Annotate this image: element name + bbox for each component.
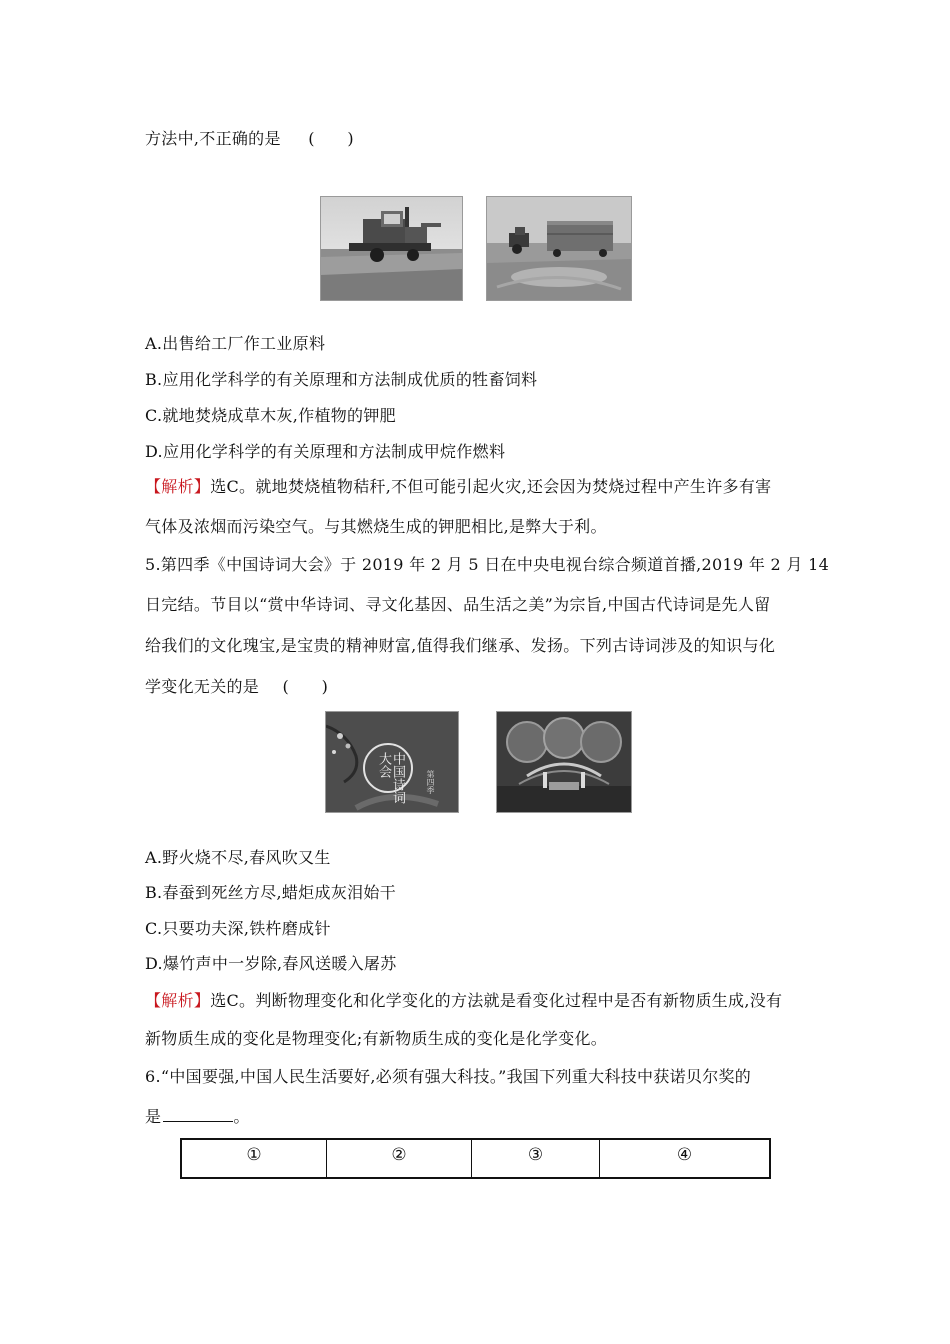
- q6-stem-prefix: 是: [145, 1107, 162, 1126]
- table-cell-4: ④: [600, 1139, 771, 1178]
- q5-analysis-line-2: 新物质生成的变化是物理变化;有新物质生成的变化是化学变化。: [145, 1029, 608, 1048]
- q5-stem-line-4: [145, 674, 328, 697]
- q6-stem-line-1: 6.“中国要强,中国人民生活要好,必须有强大科技。”我国下列重大科技中获诺贝尔奖的: [145, 1067, 752, 1086]
- analysis-tag: 【解析】: [145, 991, 211, 1010]
- table-cell-2: ②: [327, 1139, 472, 1178]
- q5-stem-line-1: 5.第四季《中国诗词大会》于 2019 年 2 月 5 日在中央电视台综合频道首播,2019 年 2 月 14: [145, 555, 830, 574]
- straw-bales-illustration: [487, 197, 631, 300]
- q6-stem-line-2: [145, 1104, 250, 1127]
- q5-stem-line-3: 给我们的文化瑰宝,是宝贵的精神财富,值得我们继承、发扬。下列古诗词涉及的知识与化: [145, 636, 776, 655]
- table-row: [181, 1139, 770, 1178]
- q4-option-b: B.应用化学科学的有关原理和方法制成优质的牲畜饲料: [145, 370, 538, 389]
- analysis-tag: 【解析】: [145, 477, 211, 496]
- q4-analysis-text-1: 选C。就地焚烧植物秸秆,不但可能引起火灾,还会因为焚烧过程中产生许多有害: [210, 477, 772, 496]
- combine-harvester-illustration: [321, 197, 462, 300]
- q5-analysis-text-1: 选C。判断物理变化和化学变化的方法就是看变化过程中是否有新物质生成,没有: [210, 991, 783, 1010]
- q4-option-d: D.应用化学科学的有关原理和方法制成甲烷作燃料: [145, 442, 506, 461]
- tv-stage-illustration: [497, 712, 631, 812]
- q5-option-a: A.野火烧不尽,春风吹又生: [145, 848, 331, 867]
- q4-stem-text: 方法中,不正确的是: [145, 129, 281, 148]
- q4-analysis-line-1: [145, 474, 771, 497]
- q6-answer-table: [180, 1138, 771, 1179]
- poetry-conference-poster-photo: [325, 711, 459, 813]
- q5-option-c: C.只要功夫深,铁杵磨成针: [145, 919, 331, 938]
- q4-answer-paren: ( ): [308, 129, 354, 148]
- table-cell-1: ①: [181, 1139, 327, 1178]
- q5-option-b: B.春蚕到死丝方尽,蜡炬成灰泪始干: [145, 883, 397, 902]
- poster-title-text: 中国诗词大会: [376, 752, 405, 804]
- tv-stage-photo: [496, 711, 632, 813]
- q6-stem-suffix: 。: [233, 1107, 250, 1126]
- q4-option-c: C.就地焚烧成草木灰,作植物的钾肥: [145, 406, 396, 425]
- combine-harvester-photo: [320, 196, 463, 301]
- table-cell-3: ③: [472, 1139, 600, 1178]
- q5-stem-line-2: 日完结。节目以“赏中华诗词、寻文化基因、品生活之美”为宗旨,中国古代诗词是先人留: [145, 595, 771, 614]
- poster-season-text: 第四季: [426, 770, 435, 794]
- q5-option-d: D.爆竹声中一岁除,春风送暖入屠苏: [145, 954, 397, 973]
- q6-answer-blank[interactable]: [163, 1107, 233, 1122]
- q4-stem-tail: [145, 126, 354, 149]
- q5-answer-paren: ( ): [282, 677, 329, 696]
- q5-analysis-line-1: [145, 988, 782, 1011]
- q4-option-a: A.出售给工厂作工业原料: [145, 334, 326, 353]
- straw-bales-tractor-photo: [486, 196, 632, 301]
- q5-stem-text-4: 学变化无关的是: [145, 677, 260, 696]
- q4-analysis-line-2: 气体及浓烟而污染空气。与其燃烧生成的钾肥相比,是弊大于利。: [145, 517, 607, 536]
